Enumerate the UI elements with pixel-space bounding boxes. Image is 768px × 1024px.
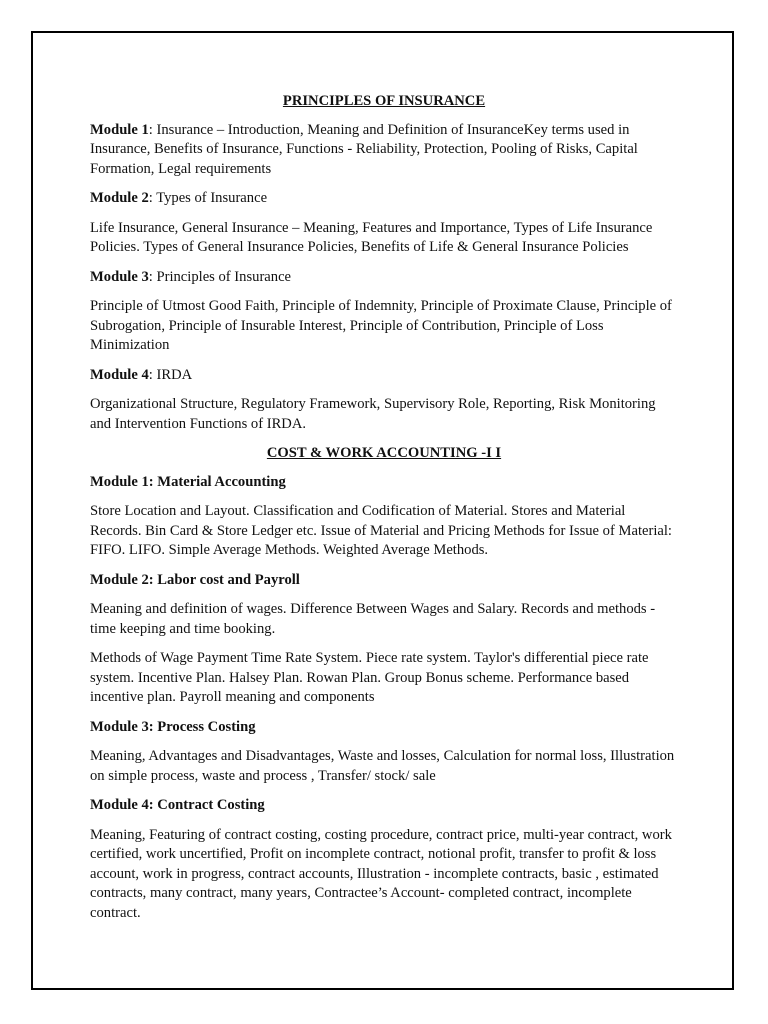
module-text: : Insurance – Introduction, Meaning and Definition of InsuranceKey terms used in Insurance, Benefits of Insurance, Functions - Reliability, Protection, Pooling of Risks, Capital Formation, Legal requirements bbox=[90, 121, 638, 177]
module-text: : Principles of Insurance bbox=[148, 268, 292, 285]
insurance-module-3-body: Principle of Utmost Good Faith, Principle of Indemnity, Principle of Proximate Clause, Principle of Subrogation, Principle of Insurable Interest, Principle of Contribution, Principle of Loss Minimization bbox=[90, 298, 672, 353]
insurance-module-2-body: Life Insurance, General Insurance – Meaning, Features and Importance, Types of Life Insurance Policies. Types of General Insurance Policies, Benefits of Life & General Insurance Policies bbox=[90, 219, 653, 255]
cost-module-3-body: Meaning, Advantages and Disadvantages, Waste and losses, Calculation for normal loss, Illustration on simple process, waste and process , Transfer/ stock/ sale bbox=[90, 748, 675, 784]
module-text: : Types of Insurance bbox=[148, 190, 268, 206]
module-label: Module 4 bbox=[90, 366, 149, 383]
module-label: Module 1 bbox=[90, 121, 149, 138]
insurance-module-3-heading bbox=[90, 268, 678, 288]
document-body bbox=[90, 92, 678, 933]
cost-module-1-body: Store Location and Layout. Classification and Codification of Material. Stores and Material Records. Bin Card & Store Ledger etc. Issue of Material and Pricing Methods for Issue of Material: FIFO. LIFO. Simple Average Methods. Weighted Average Methods. bbox=[90, 503, 672, 558]
module-label: Module 2 bbox=[90, 190, 149, 206]
cost-module-3-heading: Module 3: Process Costing bbox=[90, 718, 256, 735]
section-title-cost-accounting: COST & WORK ACCOUNTING -I I bbox=[266, 445, 502, 461]
insurance-module-2-heading bbox=[90, 189, 678, 209]
cost-module-2-body-1: Meaning and definition of wages. Difference Between Wages and Salary. Records and methods - time keeping and time booking. bbox=[90, 601, 656, 637]
module-text: : IRDA bbox=[148, 366, 193, 383]
insurance-module-4-body: Organizational Structure, Regulatory Framework, Supervisory Role, Reporting, Risk Monitoring and Intervention Functions of IRDA. bbox=[90, 396, 656, 432]
cost-module-4-body: Meaning, Featuring of contract costing, costing procedure, contract price, multi-year contract, work certified, work uncertified, Profit on incomplete contract, notional profit, transfer to profit & loss account, work in progress, contract accounts, Illustration - incomplete contracts, basic , estimated contracts, many contract, many years, Contractee’s Account- completed contract, incomplete contract. bbox=[90, 826, 672, 921]
cost-module-4-heading: Module 4: Contract Costing bbox=[90, 797, 265, 813]
cost-module-2-heading: Module 2: Labor cost and Payroll bbox=[90, 571, 300, 588]
insurance-module-4-heading bbox=[90, 366, 678, 386]
cost-module-1-heading: Module 1: Material Accounting bbox=[90, 473, 286, 490]
section-title-insurance: PRINCIPLES OF INSURANCE bbox=[282, 93, 486, 109]
insurance-module-1 bbox=[90, 121, 678, 180]
cost-module-2-body-2: Methods of Wage Payment Time Rate System. Piece rate system. Taylor's differential piece rate system. Incentive Plan. Halsey Plan. Rowan Plan. Group Bonus scheme. Performance based incentive plan. Payroll meaning and components bbox=[90, 650, 649, 705]
module-label: Module 3 bbox=[90, 268, 149, 285]
